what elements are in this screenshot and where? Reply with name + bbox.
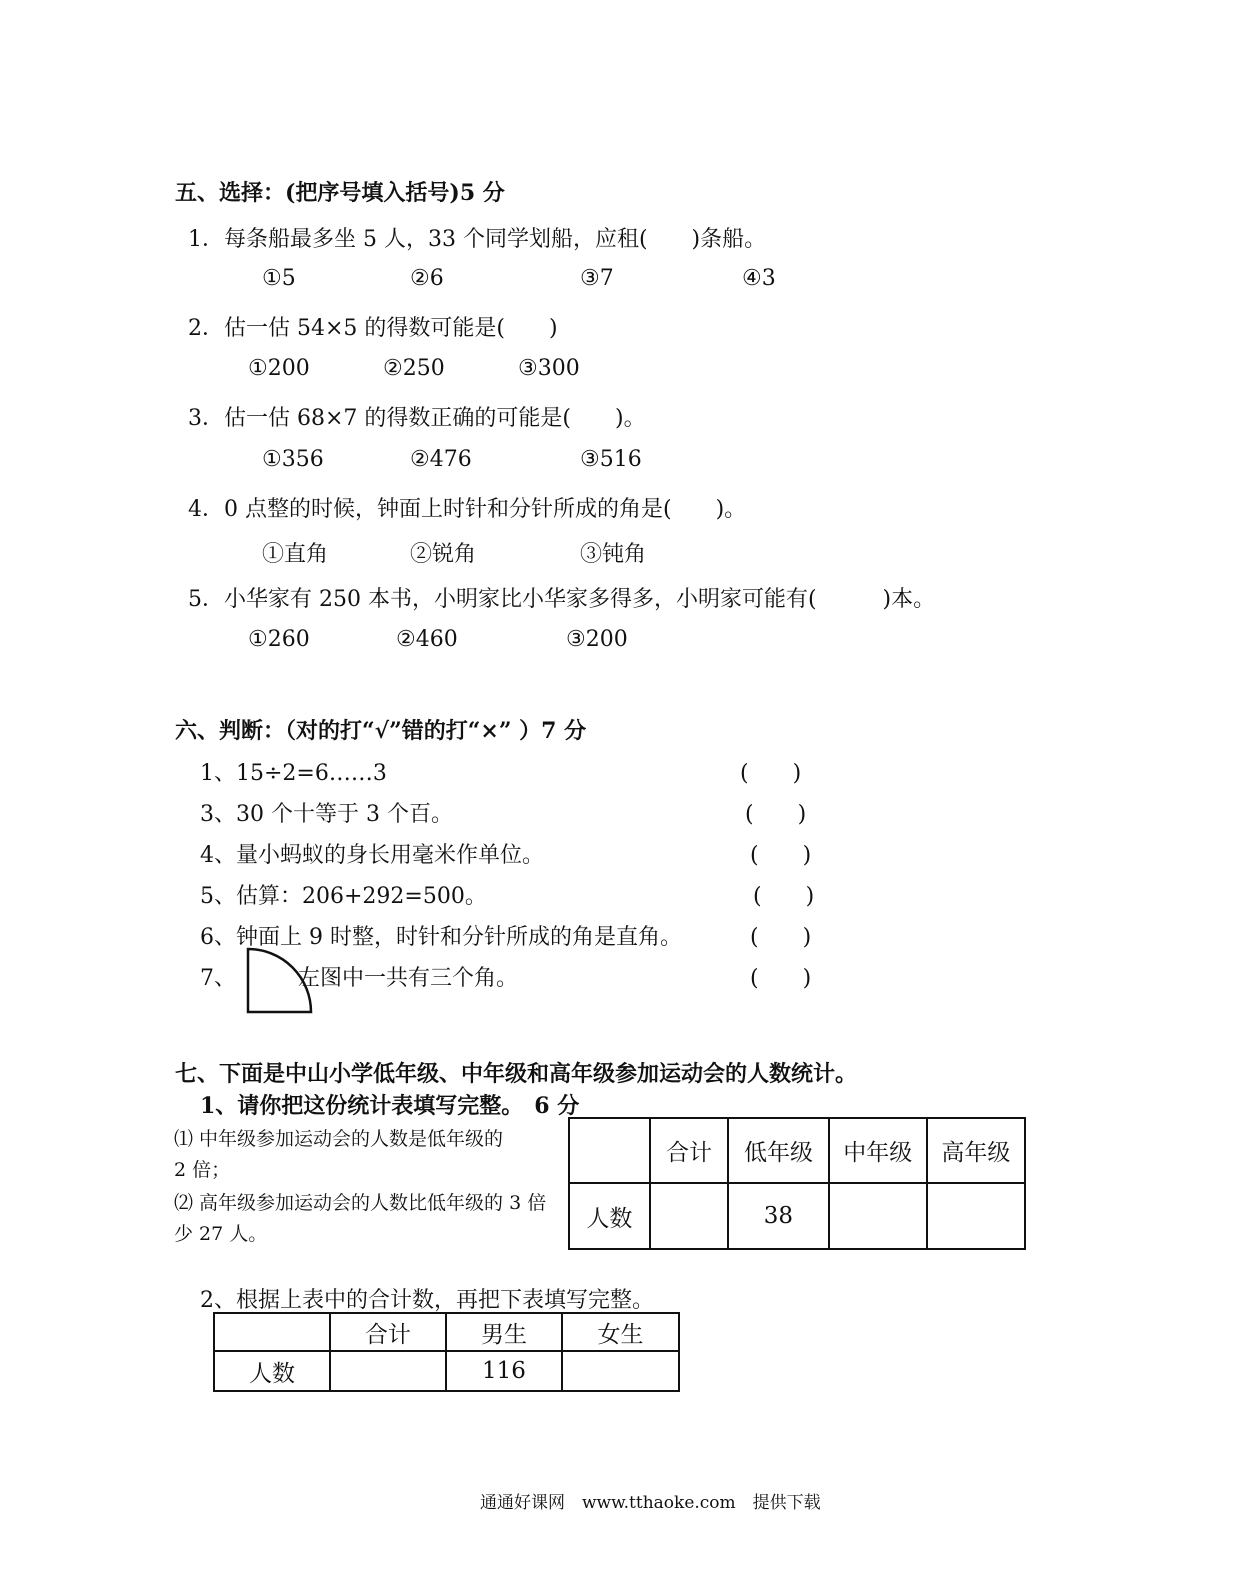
table-header-cell: 低年级 bbox=[728, 1118, 828, 1183]
option: ②460 bbox=[396, 627, 458, 652]
section7-sub2: 2、根据上表中的合计数，再把下表填写完整。 bbox=[200, 1288, 654, 1313]
option: ①200 bbox=[248, 356, 310, 381]
option: ②250 bbox=[383, 356, 445, 381]
question-1: 1．每条船最多坐 5 人，33 个同学划船，应租( )条船。 bbox=[188, 227, 767, 252]
table-input-cell[interactable] bbox=[829, 1183, 927, 1249]
question-2: 2．估一估 54×5 的得数可能是( ) bbox=[188, 316, 558, 341]
table-header-cell: 男生 bbox=[446, 1313, 562, 1351]
option: ③7 bbox=[580, 266, 614, 291]
section6-title: 六、判断：（对的打“√”错的打“×” ）7 分 bbox=[175, 718, 587, 744]
judge-item-number: 7、 bbox=[200, 966, 236, 991]
table-row-label: 人数 bbox=[214, 1351, 330, 1391]
answer-blank[interactable]: ( ) bbox=[753, 884, 815, 909]
table-header-cell: 合计 bbox=[650, 1118, 729, 1183]
section7-title: 七、下面是中山小学低年级、中年级和高年级参加运动会的人数统计。 bbox=[175, 1061, 858, 1087]
answer-blank[interactable]: ( ) bbox=[750, 966, 812, 991]
table-header-cell bbox=[214, 1313, 330, 1351]
judge-item: 6、钟面上 9 时整，时针和分针所成的角是直角。 bbox=[200, 925, 682, 950]
table-header-cell: 中年级 bbox=[829, 1118, 927, 1183]
option: ②锐角 bbox=[410, 542, 477, 567]
table-cell: 116 bbox=[446, 1351, 562, 1391]
option: ③300 bbox=[518, 356, 580, 381]
table-cell: 38 bbox=[728, 1183, 828, 1249]
table-header-cell bbox=[569, 1118, 650, 1183]
option: ③钝角 bbox=[580, 542, 647, 567]
table-header-cell: 女生 bbox=[562, 1313, 679, 1351]
note-line: 2 倍； bbox=[174, 1159, 231, 1181]
answer-blank[interactable]: ( ) bbox=[740, 761, 802, 786]
note-line: ⑴ 中年级参加运动会的人数是低年级的 bbox=[174, 1128, 504, 1150]
stats-table-1 bbox=[568, 1117, 1026, 1250]
judge-item: 1、15÷2=6……3 bbox=[200, 761, 387, 786]
question-5: 5．小华家有 250 本书，小明家比小华家多得多，小明家可能有( )本。 bbox=[188, 587, 936, 612]
judge-item: 3、30 个十等于 3 个百。 bbox=[200, 802, 453, 827]
table-input-cell[interactable] bbox=[330, 1351, 446, 1391]
answer-blank[interactable]: ( ) bbox=[745, 802, 807, 827]
table-input-cell[interactable] bbox=[562, 1351, 679, 1391]
section5-title: 五、选择：(把序号填入括号)5 分 bbox=[175, 180, 505, 206]
table-header-cell: 高年级 bbox=[927, 1118, 1025, 1183]
footer-text: 通通好课网 www.tthaoke.com 提供下载 bbox=[480, 1493, 821, 1513]
table-input-cell[interactable] bbox=[650, 1183, 729, 1249]
option: ③516 bbox=[580, 447, 642, 472]
question-3: 3．估一估 68×7 的得数正确的可能是( )。 bbox=[188, 406, 646, 431]
answer-blank[interactable]: ( ) bbox=[750, 843, 812, 868]
question-4: 4．0 点整的时候，钟面上时针和分针所成的角是( )。 bbox=[188, 497, 747, 522]
answer-blank[interactable]: ( ) bbox=[750, 925, 812, 950]
table-header-cell: 合计 bbox=[330, 1313, 446, 1351]
option: ①5 bbox=[262, 266, 296, 291]
stats-table-2 bbox=[213, 1312, 680, 1392]
option: ④3 bbox=[742, 266, 776, 291]
note-line: 少 27 人。 bbox=[174, 1223, 268, 1245]
judge-item: 4、量小蚂蚁的身长用毫米作单位。 bbox=[200, 843, 544, 868]
option: ②6 bbox=[410, 266, 444, 291]
option: ①直角 bbox=[262, 542, 329, 567]
option: ②476 bbox=[410, 447, 472, 472]
table-row-label: 人数 bbox=[569, 1183, 650, 1249]
table-input-cell[interactable] bbox=[927, 1183, 1025, 1249]
option: ③200 bbox=[566, 627, 628, 652]
option: ①356 bbox=[262, 447, 324, 472]
note-line: ⑵ 高年级参加运动会的人数比低年级的 3 倍 bbox=[174, 1192, 547, 1214]
judge-item: 左图中一共有三个角。 bbox=[298, 966, 519, 991]
judge-item: 5、估算：206+292=500。 bbox=[200, 884, 487, 909]
option: ①260 bbox=[248, 627, 310, 652]
section7-sub1: 1、请你把这份统计表填写完整。 6 分 bbox=[200, 1093, 580, 1119]
